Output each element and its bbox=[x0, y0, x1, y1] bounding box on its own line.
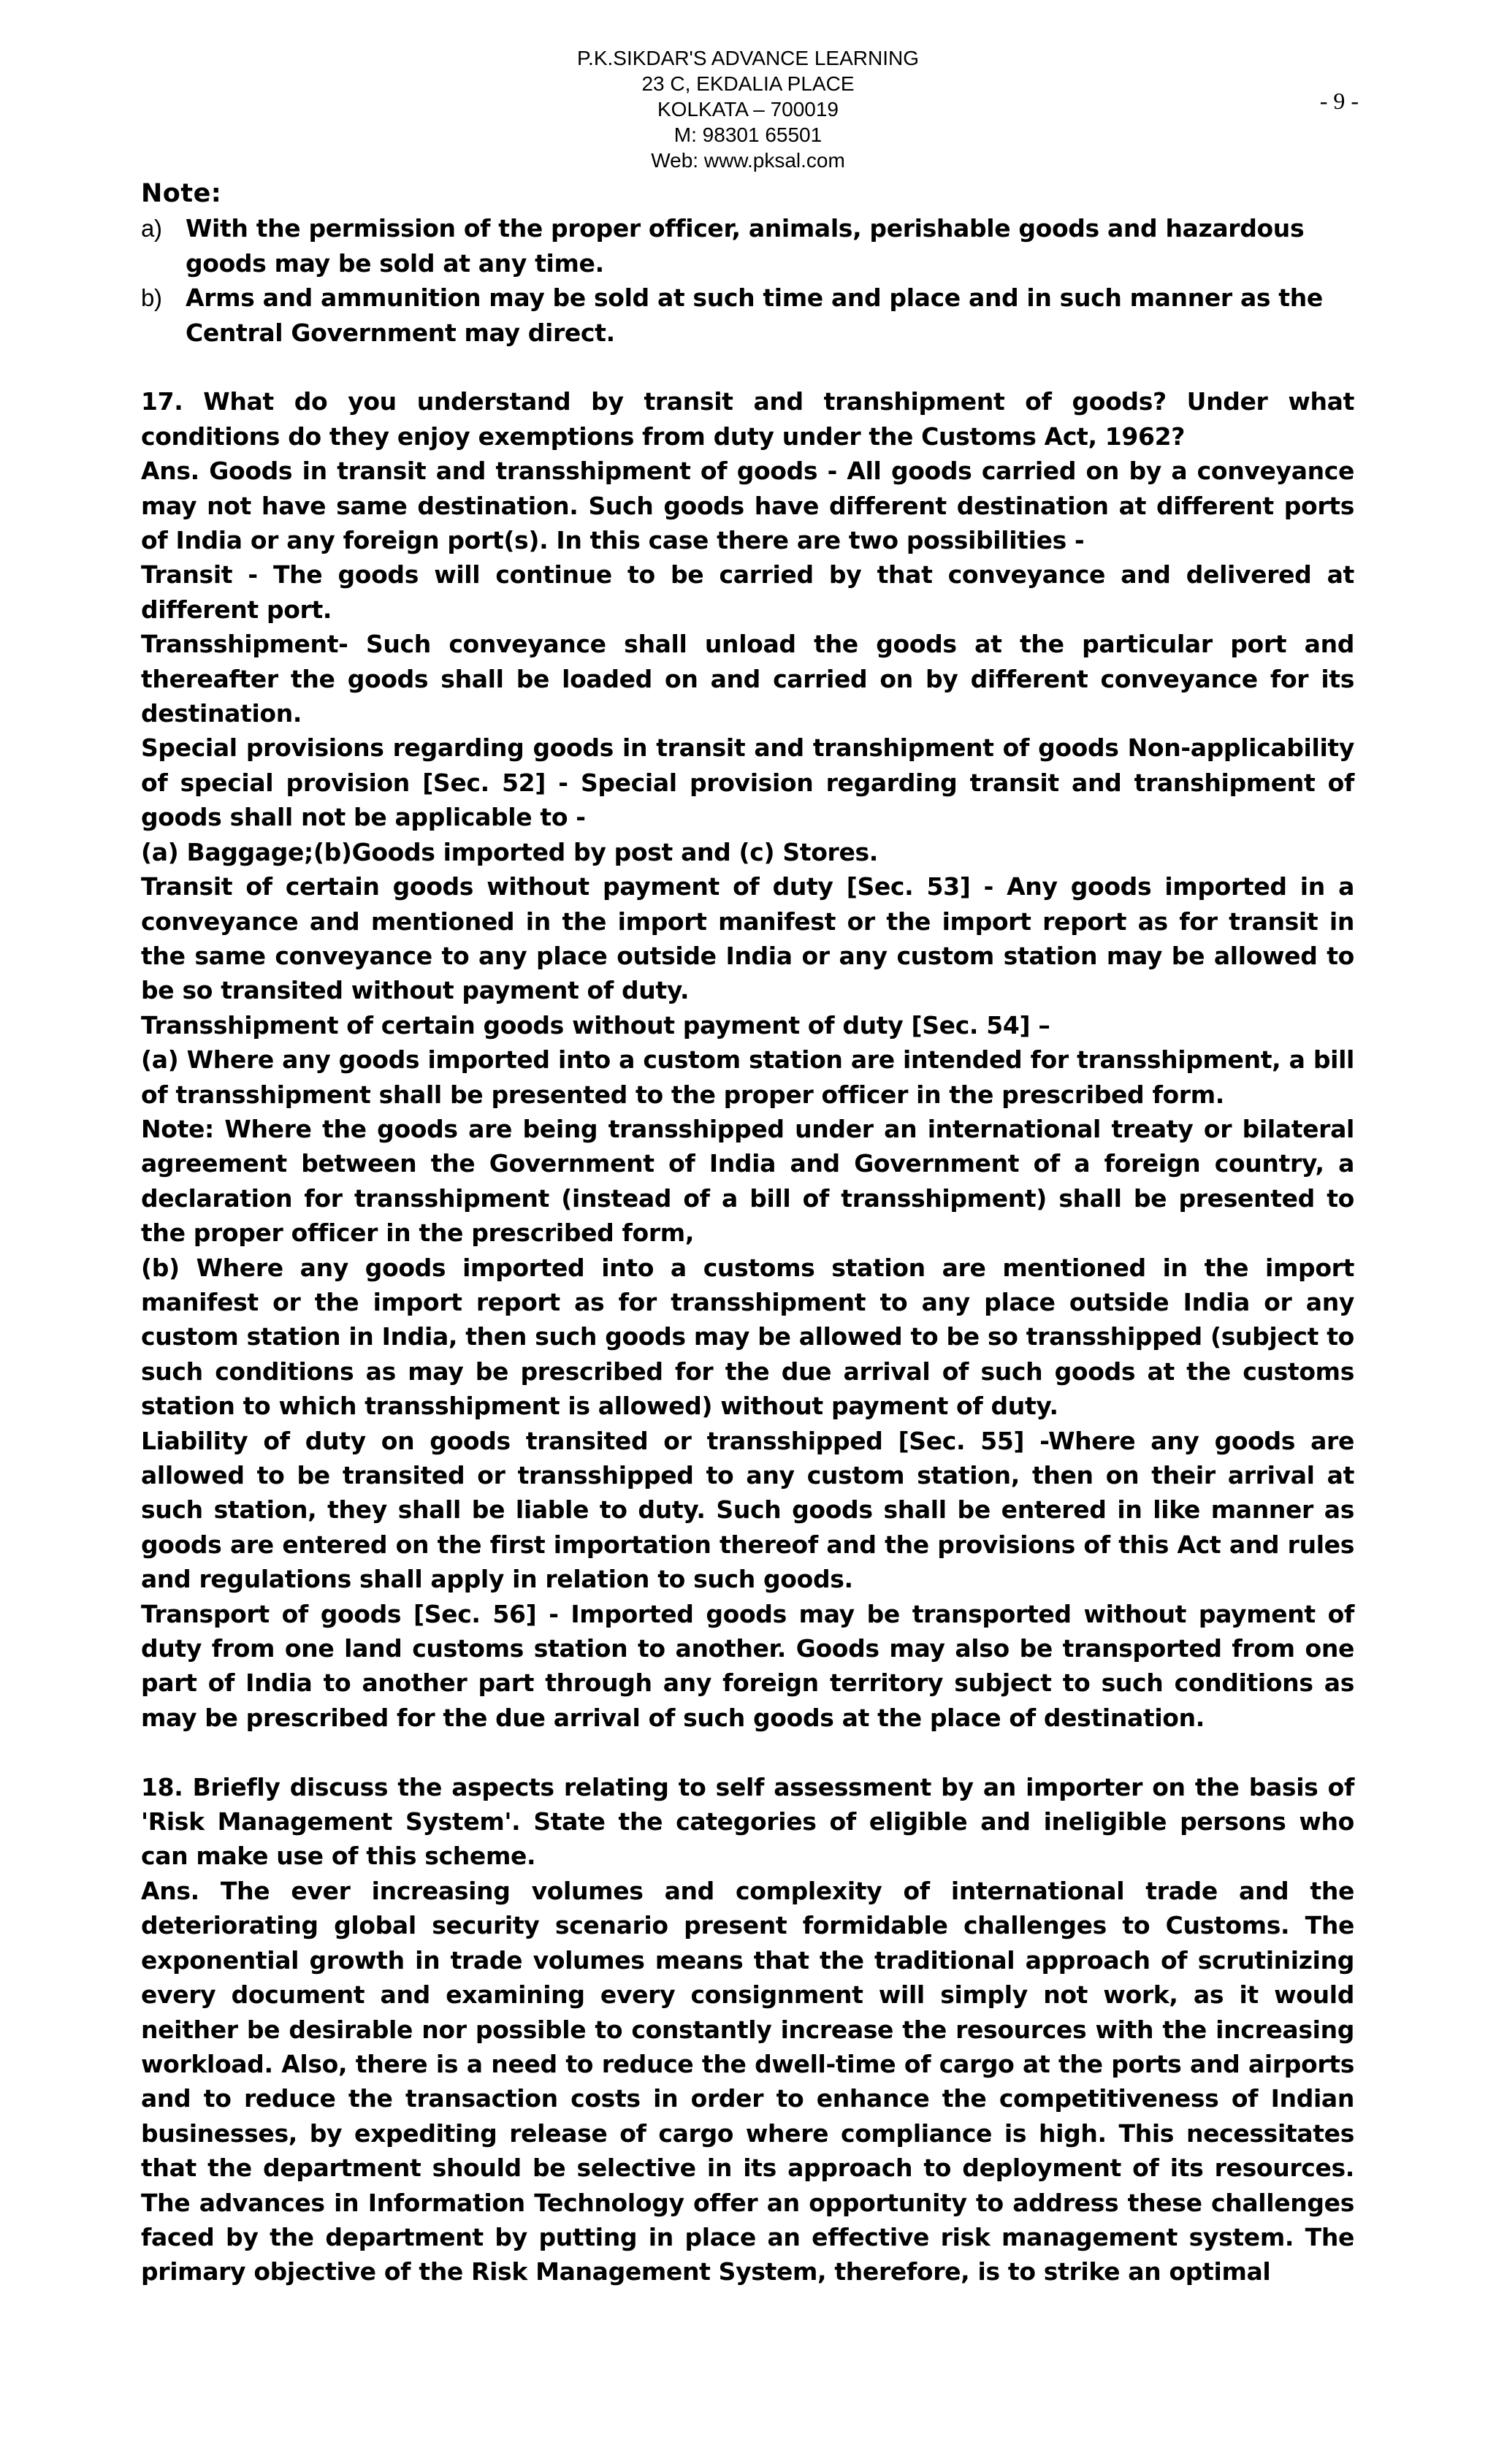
list-marker: b) bbox=[141, 284, 162, 312]
list-item bbox=[141, 211, 1354, 281]
section-spacer bbox=[141, 350, 1354, 384]
answer-17-paragraph: Note: Where the goods are being transshipped under an international treaty or bilateral agreement between the Government of India and Government of a foreign country, a declaration for transshipment (instead of a bill of transshipment) shall be presented to the proper officer in the prescribed form, bbox=[141, 1114, 1354, 1248]
answer-17-paragraph: Transit - The goods will continue to be carried by that conveyance and delivered at different port. bbox=[141, 560, 1354, 624]
list-item-text: With the permission of the proper officer, animals, perishable goods and hazardous goods may be sold at any time. bbox=[186, 214, 1305, 278]
header-line-institute: P.K.SIKDAR'S ADVANCE LEARNING bbox=[576, 47, 919, 69]
answer-label: Ans. bbox=[141, 1876, 199, 1905]
note-heading: Note: bbox=[141, 179, 222, 208]
answer-17-paragraph: Transport of goods [Sec. 56] - Imported goods may be transported without payment of duty from one land customs station to another. Goods may also be transported from one part of India to another part through any foreign territory subject to such conditions as may be prescribed for the due arrival of such goods at the place of destination. bbox=[141, 1599, 1354, 1732]
list-marker: a) bbox=[141, 215, 162, 243]
answer-17-paragraph: (b) Where any goods imported into a customs station are mentioned in the import manifest or the import report as for transshipment to any place outside India or any custom station in India, then such goods may be allowed to be so transshipped (subject to such conditions as may be prescribed for the due arrival of such goods at the customs station to which transshipment is allowed) without payment of duty. bbox=[141, 1253, 1354, 1421]
answer-18 bbox=[141, 1874, 1354, 2289]
answer-17-paragraph: Transit of certain goods without payment of duty [Sec. 53] - Any goods imported in a conveyance and mentioned in the import manifest or the import report as for transit in the same conveyance to any place outside India or any custom station may be allowed to be so transited without payment of duty. bbox=[141, 872, 1354, 1005]
document-body bbox=[141, 177, 1354, 2289]
page-number: - 9 - bbox=[1319, 88, 1359, 114]
question-18: 18. Briefly discuss the aspects relating to self assessment by an importer on the basis of 'Risk Management System'. State the categories of eligible and ineligible persons who can make use of this scheme. bbox=[141, 1772, 1354, 1871]
answer-17-paragraph: (a) Baggage;(b)Goods imported by post and (c) Stores. bbox=[141, 837, 878, 866]
answer-17-paragraph: (a) Where any goods imported into a custom station are intended for transshipment, a bill of transshipment shall be presented to the proper officer in the prescribed form. bbox=[141, 1045, 1354, 1109]
list-item bbox=[141, 281, 1354, 350]
section-spacer bbox=[141, 1735, 1354, 1769]
answer-text: Goods in transit and transshipment of goods - All goods carried on by a conveyance may not have same destination. Such goods have different destination at different ports of India or any foreign port(s). In this case there are two possibilities - bbox=[141, 457, 1355, 555]
page-header bbox=[456, 45, 1040, 173]
answer-label: Ans. bbox=[141, 457, 199, 486]
question-17: 17. What do you understand by transit and transhipment of goods? Under what conditions do they enjoy exemptions from duty under the Customs Act, 1962? bbox=[141, 387, 1354, 451]
header-line-mobile: M: 98301 65501 bbox=[673, 123, 823, 146]
header-line-web: Web: www.pksal.com bbox=[651, 149, 845, 172]
header-line-address: 23 C, EKDALIA PLACE bbox=[641, 72, 855, 95]
answer-17-paragraph: Transshipment of certain goods without payment of duty [Sec. 54] – bbox=[141, 1010, 1050, 1040]
answer-17-paragraph: Special provisions regarding goods in transit and transhipment of goods Non-applicability of special provision [Sec. 52] - Special provision regarding transit and transhipment of goods shall not be applicable to - bbox=[141, 733, 1354, 832]
answer-17-paragraph: Liability of duty on goods transited or transshipped [Sec. 55] -Where any goods are allowed to be transited or transshipped to any custom station, then on their arrival at such station, they shall be liable to duty. Such goods shall be entered in like manner as goods are entered on the first importation thereof and the provisions of this Act and rules and regulations shall apply in relation to such goods. bbox=[141, 1426, 1354, 1594]
answer-17-intro bbox=[141, 454, 1354, 557]
answer-text: The ever increasing volumes and complexity of international trade and the deteriorating global security scenario present formidable challenges to Customs. The exponential growth in trade volumes means that the traditional approach of scrutinizing every document and examining every consignment will simply not work, as it would neither be desirable nor possible to constantly increase the resources with the increasing workload. Also, there is a need to reduce the dwell-time of cargo at the ports and airports and to reduce the transaction costs in order to enhance the competitiveness of Indian businesses, by expediting release of cargo where compliance is high. This necessitates that the department should be selective in its approach to deployment of its resources. The advances in Information Technology offer an opportunity to address these challenges faced by the department by putting in place an effective risk management system. The primary objective of the Risk Management System, therefore, is to strike an optimal bbox=[141, 1876, 1354, 2286]
header-line-city: KOLKATA – 700019 bbox=[657, 98, 839, 121]
list-item-text: Arms and ammunition may be sold at such time and place and in such manner as the Central Government may direct. bbox=[186, 283, 1323, 347]
answer-17-paragraph: Transshipment- Such conveyance shall unload the goods at the particular port and thereafter the goods shall be loaded on and carried on by different conveyance for its destination. bbox=[141, 630, 1354, 728]
note-list bbox=[141, 211, 1354, 350]
